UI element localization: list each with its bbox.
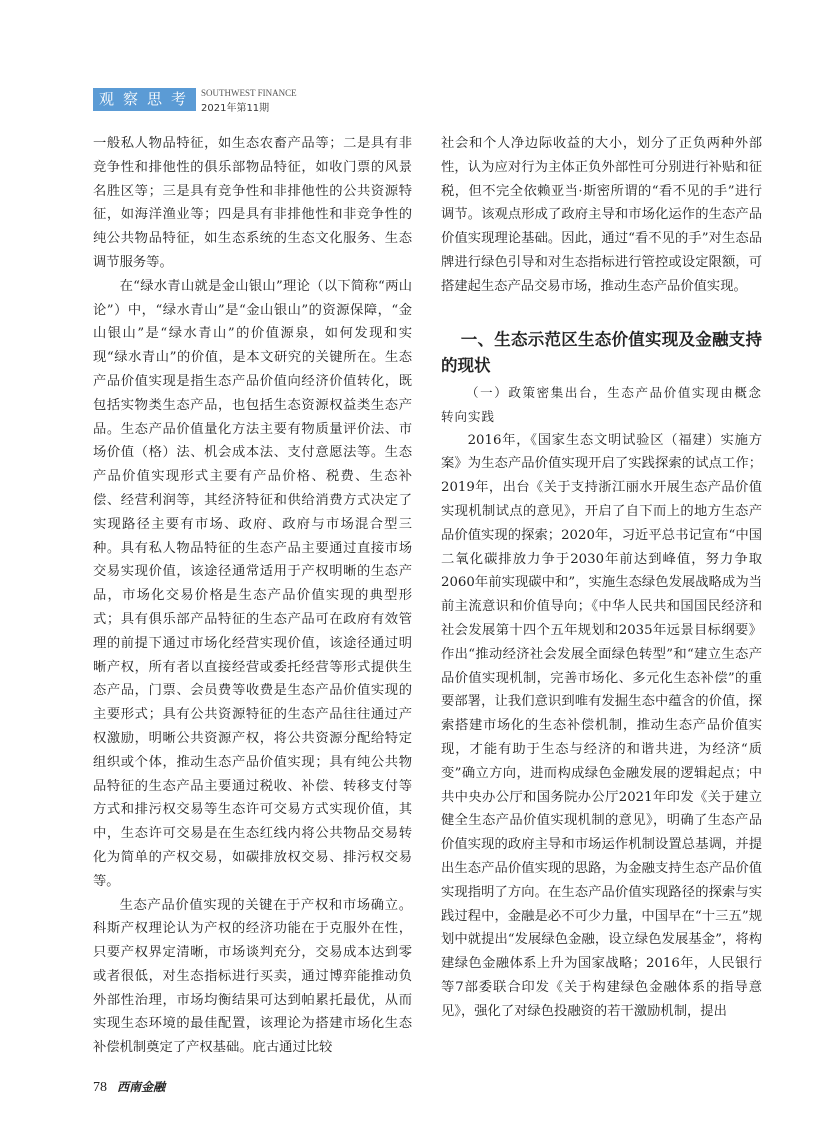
subsection-heading: （一）政策密集出台，生态产品价值实现由概念转向实践 [441,384,762,424]
journal-logo: 西南金融 [117,1080,166,1094]
paragraph: 一般私人物品特征，如生态农畜产品等；二是具有非竞争性和排他性的俱乐部物品特征，如收门票的风景名胜区等；三是具有竞争性和非排他性的公共资源特征，如海洋渔业等；四是具有非排他性和非竞争性的纯公共物品特征，如生态系统的生态文化服务、生态调节服务等。 [93,136,412,270]
paragraph: 生态产品价值实现的关键在于产权和市场确立。科斯产权理论认为产权的经济功能在于克服外在性，只要产权界定清晰，市场谈判充分，交易成本达到零或者很低，对生态指标进行买卖，通过博弈能推动负外部性治理，市场均衡结果可达到帕累托最优，从而实现生态环境的最佳配置，该理论为搭建市场化生态补偿机制奠定了产权基础。庇古通过比较 [93,897,412,1056]
journal-name: SOUTHWEST FINANCE [201,88,297,98]
page-number: 78 [93,1080,107,1095]
left-column [93,132,412,1060]
paragraph: 在“绿水青山就是金山银山”理论（以下简称“两山论”）中，“绿水青山”是“金山银山”的资源保障，“金山银山”是“绿水青山”的价值源泉，如何发现和实现“绿水青山”的价值，是本文研究的关键所在。生态产品价值实现是指生态产品价值向经济价值转化，既包括实物类生态产品，也包括生态资源权益类生态产品。生态产品价值量化方法主要有物质量评价法、市场价值（格）法、机会成本法、支付意愿法等。生态产品价值实现形式主要有产品价格、税费、生态补偿、经营利润等，其经济特征和供给消费方式决定了实现路径主要有市场、政府、政府与市场混合型三种。具有私人物品特征的生态产品主要通过直接市场交易实现价值，该途径通常适用于产权明晰的生态产品，市场化交易价格是生态产品价值实现的典型形式；具有俱乐部产品特征的生态产品可在政府有效管理的前提下通过市场化经营实现价值，该途径通过明晰产权，所有者以直接经营或委托经营等形式提供生态产品，门票、会员费等收费是生态产品价值实现的主要形式；具有公共资源特征的生态产品往往通过产权激励，明晰公共资源产权，将公共资源分配给特定组织或个体，推动生态产品价值实现；具有纯公共物品特征的生态产品主要通过税收、补偿、转移支付等方式和排污权交易等生态许可交易方式实现价值，其中，生态许可交易是在生态红线内将公共物品交易转化为简单的产权交易，如碳排放权交易、排污权交易等。 [93,278,412,889]
issue-number: 2021年第11期 [201,103,270,114]
page-footer [93,1078,165,1096]
paragraph: 2016年，《国家生态文明试验区（福建）实施方案》为生态产品价值实现开启了实践探索的试点工作；2019年，出台《关于支持浙江丽水开展生态产品价值实现机制试点的意见》，开启了自下而上的地方生态产品价值实现的探索；2020年，习近平总书记宣布“中国二氧化碳排放力争于2030年前达到峰值，努力争取2060年前实现碳中和”，实施生态绿色发展战略成为当前主流意识和价值导向；《中华人民共和国国民经济和社会发展第十四个五年规划和2035年远景目标纲要》作出“推动经济社会发展全面绿色转型”和“建立生态产品价值实现机制，完善市场化、多元化生态补偿”的重要部署，让我们意识到唯有发掘生态中蕴含的价值，探索搭建市场化的生态补偿机制，推动生态产品价值实现，才能有助于生态与经济的和谐共进，为经济“质变”确立方向，进而构成绿色金融发展的逻辑起点；中共中央办公厅和国务院办公厅2021年印发《关于建立健全生态产品价值实现机制的意见》，明确了生态产品价值实现的政府主导和市场运作机制设置总基调，并提出生态产品价值实现的思路，为金融支持生态产品价值实现指明了方向。在生态产品价值实现路径的探索与实践过程中，金融是必不可少力量，中国早在“十三五”规划中就提出“发展绿色金融，设立绿色发展基金”，将构建绿色金融体系上升为国家战略；2016年，人民银行等7部委联合印发《关于构建绿色金融体系的指导意见》，强化了对绿色投融资的若干激励机制，提出 [441,432,762,1019]
section-label: 观察思考 [93,88,196,111]
right-column [441,132,762,1024]
section-heading: 一、生态示范区生态价值实现及金融支持的现状 [441,329,762,375]
paragraph: 社会和个人净边际收益的大小，划分了正负两种外部性，认为应对行为主体正负外部性可分别进行补贴和征税，但不完全依赖亚当·斯密所谓的“看不见的手”进行调节。该观点形成了政府主导和市场化运作的生态产品价值实现理论基础。因此，通过“看不见的手”对生态品牌进行绿色引导和对生态指标进行管控或设定限额，可搭建起生态产品交易市场，推动生态产品价值实现。 [441,136,762,294]
